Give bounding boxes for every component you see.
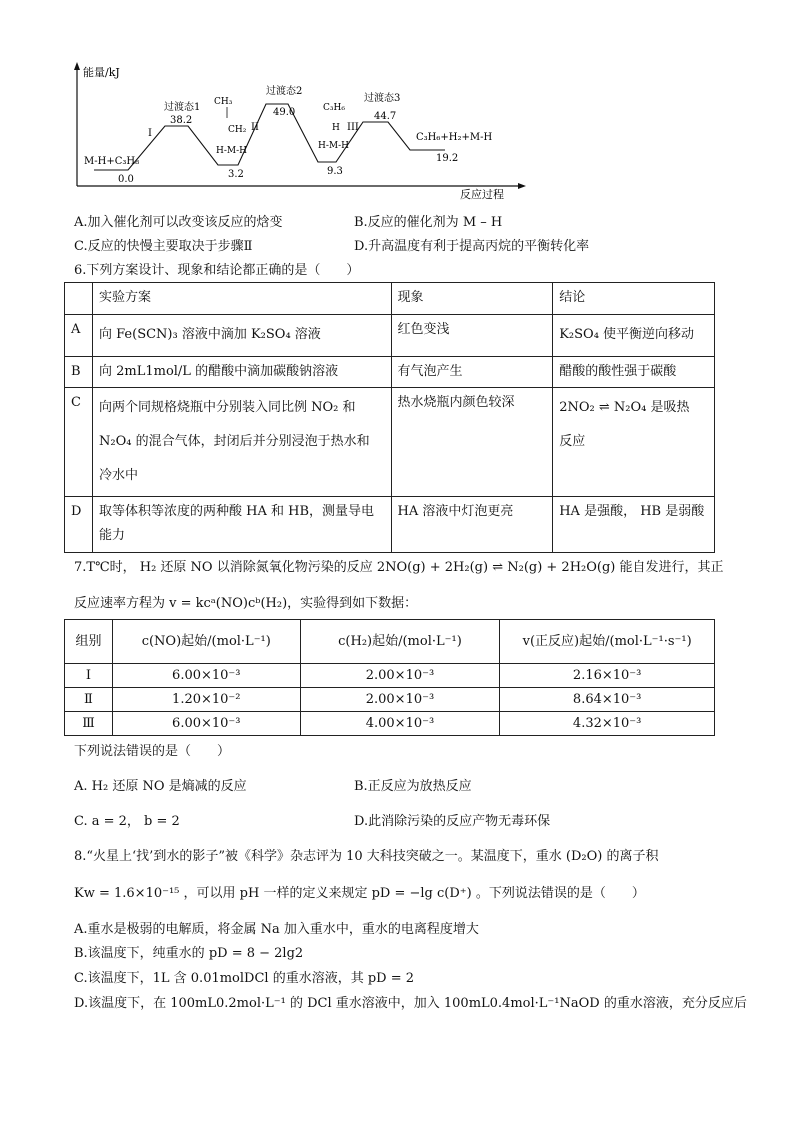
ts2-label: 过渡态2 [266, 86, 303, 97]
q6-row-label: A [65, 314, 93, 356]
q7-option-a: A. H₂ 还原 NO 是熵减的反应 [74, 779, 247, 794]
q6-row-a [65, 314, 715, 356]
q6-row-plan: 向 2mL1mol/L 的醋酸中滴加碳酸钠溶液 [92, 356, 391, 388]
ts1-label: 过渡态1 [164, 102, 201, 113]
y-axis-arrow [74, 62, 80, 70]
y-axis-label: 能量/kJ [83, 66, 120, 79]
q6-row-b [65, 356, 715, 388]
ts1-value: 38.2 [170, 115, 193, 126]
q6-row-concl: HA 是强酸， HB 是弱酸 [553, 496, 715, 552]
step3-label: III [347, 122, 359, 133]
q5-option-c: C.反应的快慢主要取决于步骤Ⅱ [74, 239, 253, 254]
int1-top: CH₃ [214, 97, 233, 107]
q7-cell: 4.32×10⁻³ [500, 712, 715, 736]
step2-label: II [251, 122, 259, 133]
end-value: 19.2 [436, 153, 459, 164]
ts3-value: 44.7 [374, 111, 397, 122]
q6-stem: 6.下列方案设计、现象和结论都正确的是（ ） [74, 263, 360, 278]
q6-row-plan [92, 496, 391, 552]
q5-option-b: B.反应的催化剂为 M – H [354, 215, 503, 230]
q7-row [65, 688, 715, 712]
q6-row-plan-line: 冷水中 [98, 467, 138, 483]
q7-cell: Ⅱ [65, 688, 113, 712]
q6-header-row [65, 283, 715, 315]
q6-row-concl [553, 388, 715, 496]
ts2-value: 49.0 [273, 107, 296, 118]
q6-row-label: C [65, 388, 93, 496]
q5-option-d: D.升高温度有利于提高丙烷的平衡转化率 [354, 239, 590, 254]
q6-header-empty [65, 283, 93, 315]
q7-option-b: B.正反应为放热反应 [354, 779, 472, 794]
q8-option-d: D.该温度下，在 100mL0.2mol·L⁻¹ 的 DCl 重水溶液中，加入 100mL0.4mol·L⁻¹NaOD 的重水溶液，充分反应后 [74, 996, 747, 1011]
energy-diagram [70, 60, 530, 200]
int2-top: C₃H₆ [323, 103, 345, 113]
q8-option-b: B.该温度下，纯重水的 pD = 8 − 2lg2 [74, 946, 304, 961]
q6-row-plan: 向 Fe(SCN)₃ 溶液中滴加 K₂SO₄ 溶液 [92, 314, 391, 356]
q7-table [64, 619, 715, 736]
q6-row-plan-line: 向两个同规格烧瓶中分别装入同比例 NO₂ 和 [98, 400, 356, 416]
q6-row-label: B [65, 356, 93, 388]
q6-row-concl-line: 反应 [559, 434, 586, 450]
int2-value: 9.3 [327, 166, 343, 177]
q7-stem-line1: 7.T℃时， H₂ 还原 NO 以消除氮氧化物污染的反应 2NO(g) + 2H₂(g) ⇌ N₂(g) + 2H₂O(g) 能自发进行，其正 [74, 560, 724, 575]
q7-option-c: C. a = 2， b = 2 [74, 814, 180, 829]
end-label: C₃H₆+H₂+M-H [416, 132, 493, 143]
q7-cell: 6.00×10⁻³ [112, 664, 300, 688]
x-axis-label: 反应过程 [460, 188, 504, 200]
q7-cell: 2.00×10⁻³ [300, 688, 500, 712]
q6-table [64, 282, 715, 553]
start-value: 0.0 [118, 174, 134, 185]
q7-cell: 4.00×10⁻³ [300, 712, 500, 736]
q7-header-group: 组别 [65, 620, 113, 664]
q7-row [65, 712, 715, 736]
int2-mid: H [332, 123, 340, 133]
q6-row-plan-line: N₂O₄ 的混合气体，封闭后并分别浸泡于热水和 [98, 434, 370, 450]
q8-stem-line1: 8.“火星上‘找’到水的影子”被《科学》杂志评为 10 大科技突破之一。某温度下，重水 (D₂O) 的离子积 [74, 849, 659, 864]
q6-row-label: D [65, 496, 93, 552]
q7-cell: 1.20×10⁻² [112, 688, 300, 712]
q6-header-plan: 实验方案 [92, 283, 391, 315]
q7-option-d: D.此消除污染的反应产物无毒环保 [354, 814, 551, 829]
q7-cell: Ⅲ [65, 712, 113, 736]
int1-mid: CH₂ [228, 125, 247, 135]
q6-row-phen: 热水烧瓶内颜色较深 [391, 388, 553, 496]
q7-header-rate: v(正反应)起始/(mol·L⁻¹·s⁻¹) [500, 620, 715, 664]
q7-row [65, 664, 715, 688]
q6-row-concl: K₂SO₄ 使平衡逆向移动 [553, 314, 715, 356]
int1-bottom: H-M-H [216, 146, 247, 156]
q7-cell: 8.64×10⁻³ [500, 688, 715, 712]
q7-cell: 2.00×10⁻³ [300, 664, 500, 688]
q8-option-c: C.该温度下，1L 含 0.01molDCl 的重水溶液，其 pD = 2 [74, 971, 415, 986]
x-axis-arrow [518, 183, 526, 189]
q6-row-phen: 红色变浅 [391, 314, 553, 356]
q8-option-a: A.重水是极弱的电解质，将金属 Na 加入重水中，重水的电离程度增大 [74, 922, 479, 937]
q6-row-phen: HA 溶液中灯泡更亮 [391, 496, 553, 552]
q6-row-concl-line: 2NO₂ ⇌ N₂O₄ 是吸热 [559, 400, 690, 416]
q6-row-concl: 醋酸的酸性强于碳酸 [553, 356, 715, 388]
q7-header-cno: c(NO)起始/(mol·L⁻¹) [112, 620, 300, 664]
q7-cell: 6.00×10⁻³ [112, 712, 300, 736]
q7-prompt: 下列说法错误的是（ ） [74, 744, 231, 759]
q8-stem-line2: Kw = 1.6×10⁻¹⁵ ，可以用 pH 一样的定义来规定 pD = −lg c(D⁺) 。下列说法错误的是（ ） [74, 886, 645, 901]
q7-stem-line2: 反应速率方程为 v = kcᵃ(NO)cᵇ(H₂)，实验得到如下数据： [74, 596, 418, 611]
step1-label: I [148, 128, 152, 139]
q7-cell: Ⅰ [65, 664, 113, 688]
int2-bottom: H-M-H [318, 141, 349, 151]
start-label: M-H+C₃H₈ [84, 156, 140, 167]
int1-value: 3.2 [228, 169, 244, 180]
q6-row-plan [92, 388, 391, 496]
q7-cell: 2.16×10⁻³ [500, 664, 715, 688]
q6-header-phen: 现象 [391, 283, 553, 315]
q6-row-phen: 有气泡产生 [391, 356, 553, 388]
q5-option-a: A.加入催化剂可以改变该反应的焓变 [74, 215, 283, 230]
q6-row-c [65, 388, 715, 496]
ts3-label: 过渡态3 [364, 93, 401, 104]
q6-row-d [65, 496, 715, 552]
q6-row-plan-line: 取等体积等浓度的两种酸 HA 和 HB，测量导电 [98, 503, 374, 519]
q6-row-plan-line: 能力 [98, 528, 125, 544]
q7-header-ch2: c(H₂)起始/(mol·L⁻¹) [300, 620, 500, 664]
q6-header-concl: 结论 [553, 283, 715, 315]
q7-header-row [65, 620, 715, 664]
